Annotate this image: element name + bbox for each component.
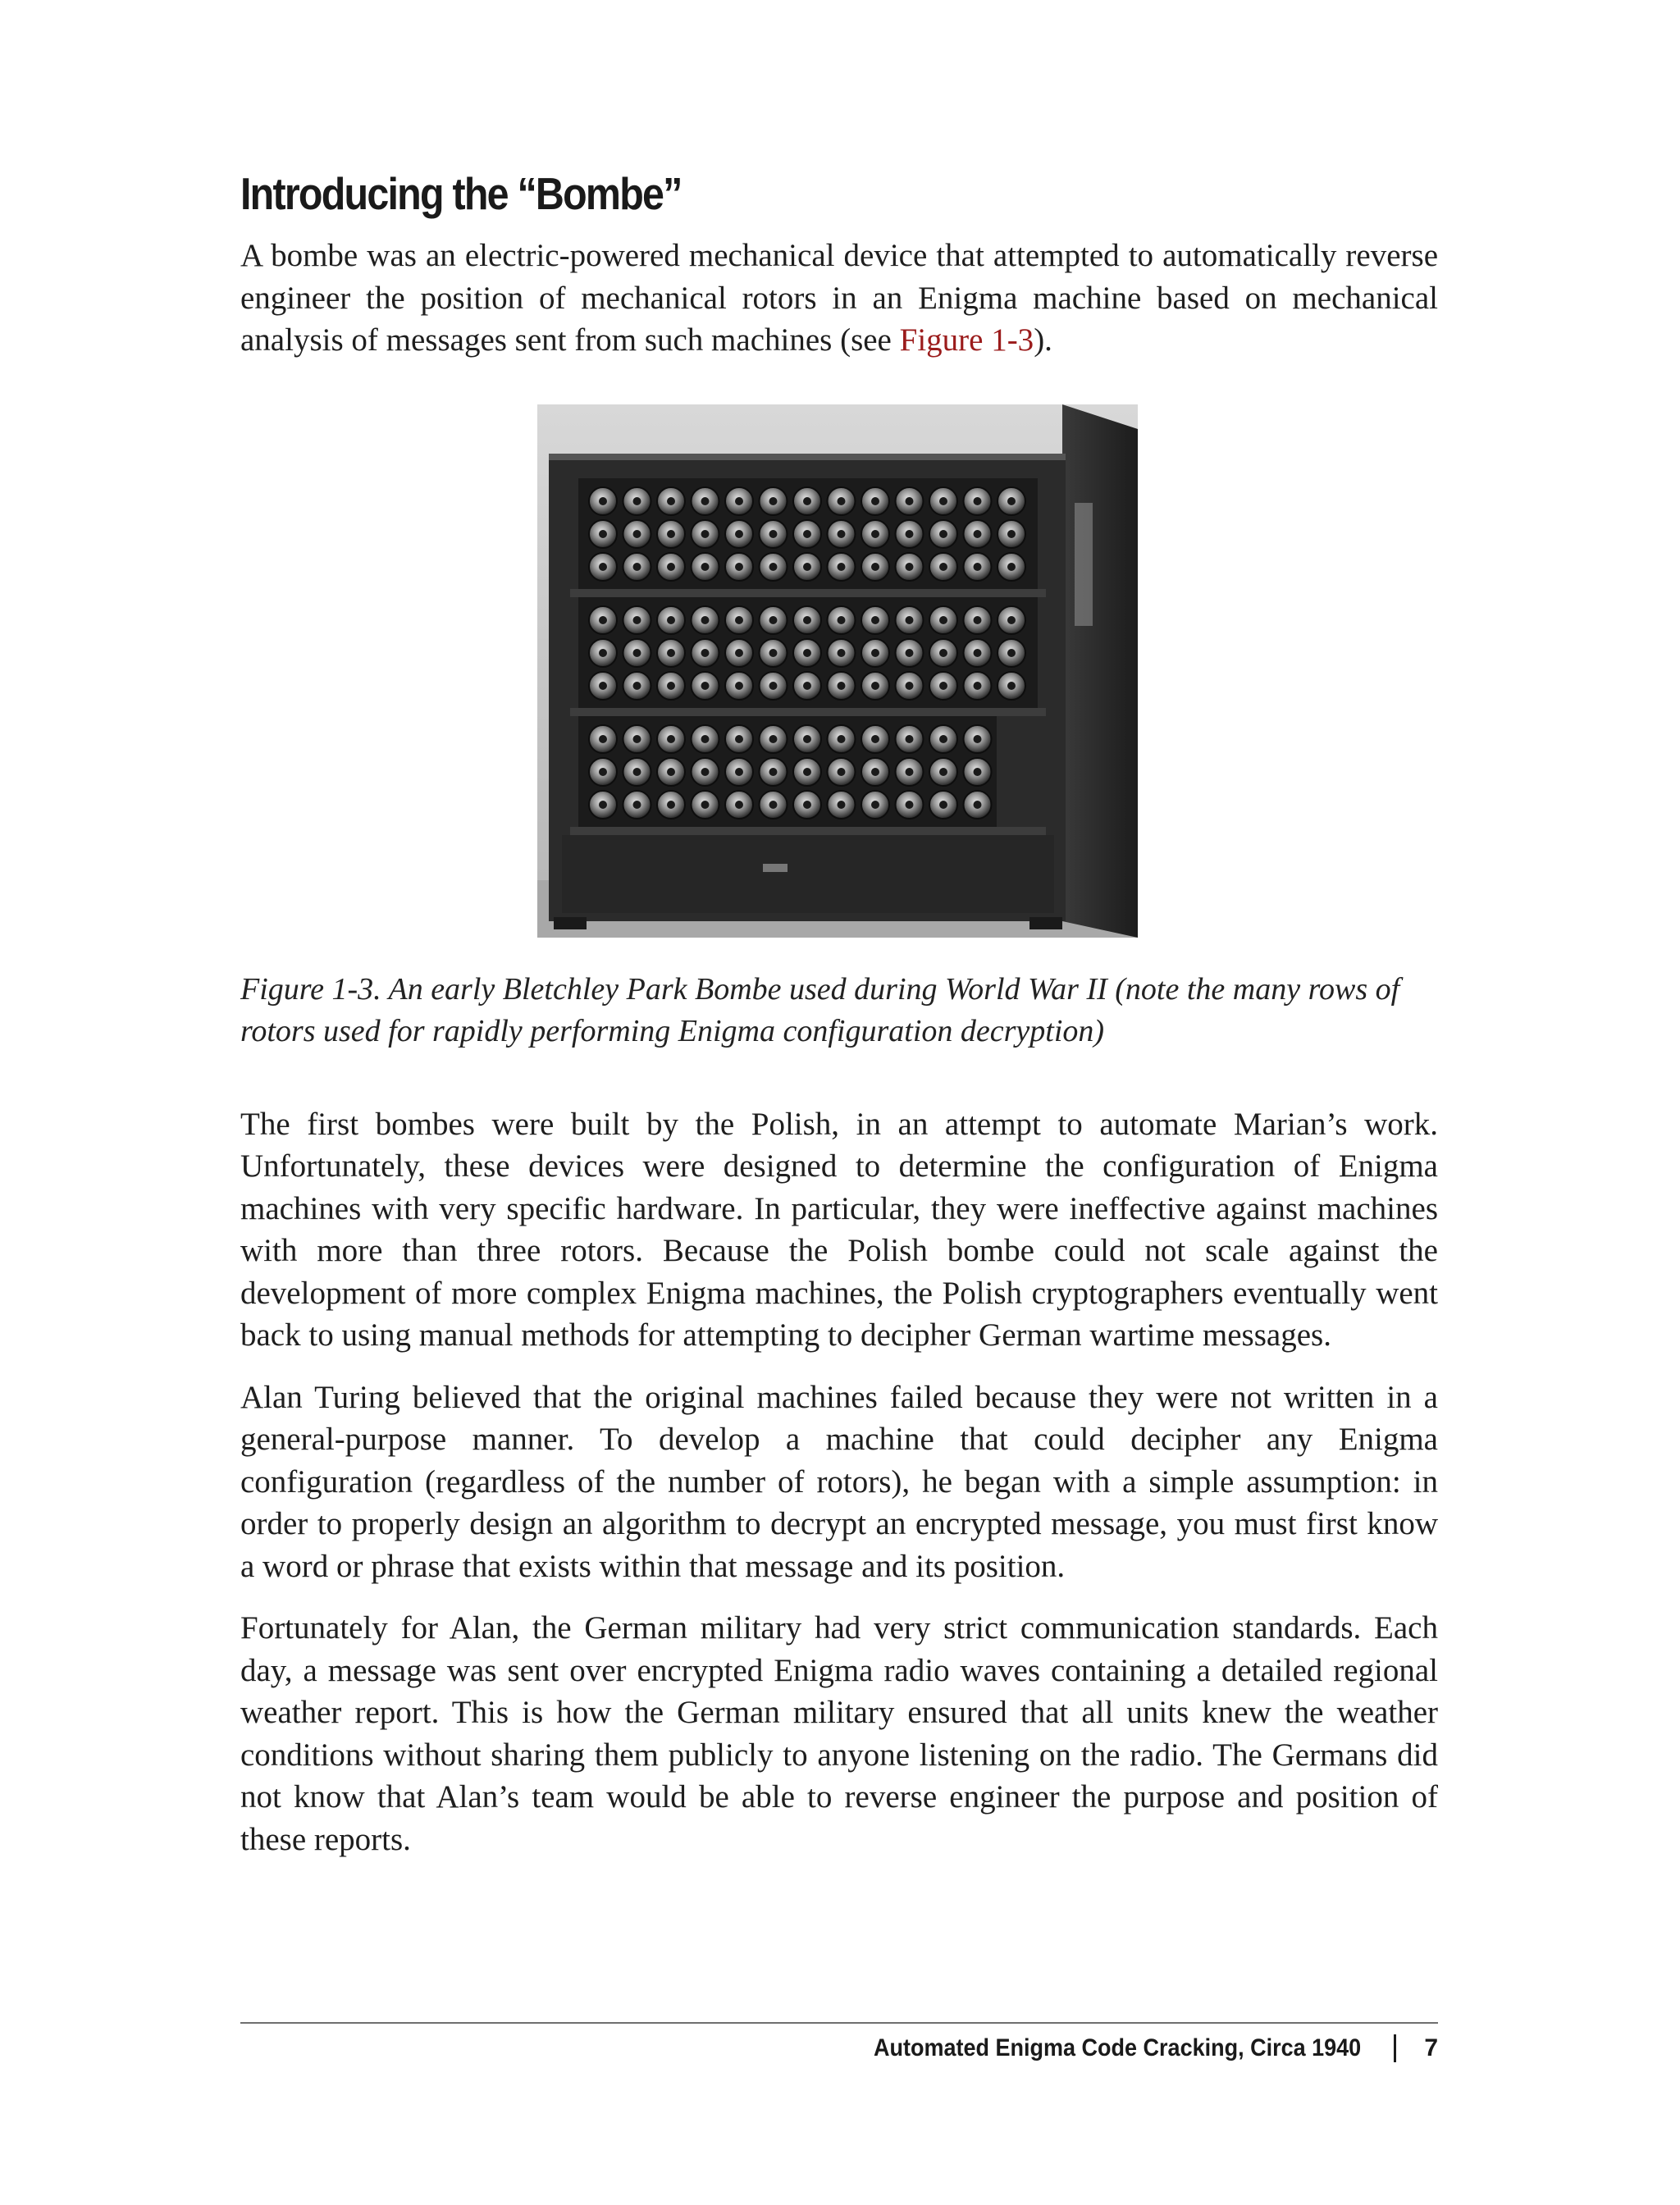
rotor-hub [973, 563, 981, 571]
page-number: 7 [1424, 2034, 1438, 2061]
rotor-hub [667, 530, 675, 538]
rotor-hub [632, 649, 641, 657]
paragraph-3: Fortunately for Alan, the German military had very strict communication standards. Each day, a message was sent over encrypted Enigma radio waves containing a detailed regional weather report. This is how the German military ensured that all units knew the weather conditions without sharing them publicly to anyone listening on the radio. The Germans did not know that Alan’s team would be able to reverse engineer the purpose and position of these reports. [240, 1610, 1438, 1857]
rotor-hub [905, 616, 913, 624]
rotor-hub [735, 530, 743, 538]
rotor-hub [769, 497, 777, 505]
rotor-hub [973, 768, 981, 776]
rotor-hub [871, 649, 879, 657]
rotor-hub [939, 801, 947, 809]
footer-separator [1394, 2034, 1396, 2062]
rotor-hub [905, 649, 913, 657]
rotor-hub [837, 563, 845, 571]
rotor-hub [803, 616, 811, 624]
rotor-hub [735, 682, 743, 690]
rotor-hub [769, 735, 777, 743]
rotor-hub [632, 563, 641, 571]
rotor-hub [871, 497, 879, 505]
rotor-hub [667, 735, 675, 743]
rotor-hub [871, 682, 879, 690]
rotor-hub [735, 801, 743, 809]
rotor-hub [1007, 682, 1016, 690]
intro-text-before-link: A bombe was an electric-powered mechanical device that attempted to automatically reverse engineer the position of mechanical rotors in an Enigma machine based on mechanical analysis of messages sent from such machines (see [240, 238, 1438, 358]
intro-paragraph [240, 235, 1438, 362]
rotor-hub [939, 563, 947, 571]
rotor-hub [905, 735, 913, 743]
rotor-hub [701, 735, 709, 743]
rotor-hub [599, 768, 607, 776]
rotor-hub [939, 735, 947, 743]
rotor-hub [837, 682, 845, 690]
rotor-hub [769, 649, 777, 657]
rotor-hub [701, 497, 709, 505]
rotor-hub [973, 682, 981, 690]
rotor-hub [667, 768, 675, 776]
rotor-hub [905, 530, 913, 538]
rotor-hub [939, 497, 947, 505]
rotor-hub [667, 616, 675, 624]
rotor-hub [667, 682, 675, 690]
rotor-hub [735, 616, 743, 624]
rotor-hub [803, 801, 811, 809]
rotor-hub [599, 563, 607, 571]
rotor-hub [837, 735, 845, 743]
rotor-hub [837, 616, 845, 624]
rotor-hub [632, 735, 641, 743]
rotor-hub [701, 530, 709, 538]
rotor-hub [769, 616, 777, 624]
paragraph-2: Alan Turing believed that the original machines failed because they were not written in a general-purpose manner. To develop a machine that could decipher any Enigma configuration (regardless of the number of rotors), he began with a simple assumption: in order to properly design an algorithm to decrypt an encrypted message, you must first know a word or phrase that exists within that message and its position. [240, 1379, 1438, 1584]
rotor-hub [701, 616, 709, 624]
rotor-hub [769, 682, 777, 690]
rotor-hub [939, 682, 947, 690]
rotor-hub [1007, 616, 1016, 624]
rotor-hub [1007, 530, 1016, 538]
rotor-hub [871, 768, 879, 776]
rotor-hub [701, 682, 709, 690]
footer-chapter-title: Automated Enigma Code Cracking, Circa 1940 [874, 2034, 1362, 2061]
rotor-hub [871, 801, 879, 809]
rotor-hub [803, 768, 811, 776]
rotor-hub [973, 497, 981, 505]
rotor-hub [973, 801, 981, 809]
rotor-hub [905, 801, 913, 809]
figure [240, 404, 1438, 938]
rotor-hub [599, 682, 607, 690]
rotor-hub [905, 768, 913, 776]
rotor-hub [973, 735, 981, 743]
rotor-hub [769, 801, 777, 809]
rotor-hub [735, 649, 743, 657]
section-heading: Introducing the “Bombe” [240, 168, 682, 219]
page-content [240, 168, 1438, 1860]
rotor-hub [803, 497, 811, 505]
rotor-hub [803, 563, 811, 571]
rotor-hub [837, 801, 845, 809]
rotor-hub [871, 563, 879, 571]
rotor-hub [667, 497, 675, 505]
rotor-hub [769, 563, 777, 571]
rotor-hub [905, 682, 913, 690]
rotor-hub [837, 768, 845, 776]
rotor-hub [803, 682, 811, 690]
rotor-hub [769, 530, 777, 538]
rotor-hub [701, 649, 709, 657]
rotor-hub [701, 768, 709, 776]
rotor-hub [939, 649, 947, 657]
bombe-photograph [537, 404, 1138, 938]
rotor-hub [905, 563, 913, 571]
rotor-hub [905, 497, 913, 505]
rotor-hub [803, 735, 811, 743]
rotor-hub [939, 616, 947, 624]
figure-reference-link[interactable]: Figure 1-3 [899, 322, 1034, 358]
rotor-hub [939, 530, 947, 538]
rotor-hub [599, 497, 607, 505]
rotor-hub [735, 563, 743, 571]
rotor-hub [769, 768, 777, 776]
rotor-hub [599, 649, 607, 657]
rotor-hub [871, 735, 879, 743]
rotor-hub [939, 768, 947, 776]
intro-text-after-link: ). [1034, 322, 1052, 358]
rotor-hub [632, 768, 641, 776]
rotor-hub [837, 497, 845, 505]
footer-divider [240, 2022, 1438, 2024]
rotor-hub [803, 530, 811, 538]
rotor-hub [632, 530, 641, 538]
rotor-hub [973, 530, 981, 538]
rotor-hub [632, 801, 641, 809]
rotor-hub [1007, 649, 1016, 657]
rotor-hub [735, 497, 743, 505]
rotor-hub [599, 801, 607, 809]
rotor-hub [871, 530, 879, 538]
rotor-hub [735, 768, 743, 776]
rotor-hub [701, 801, 709, 809]
rotor-hub [667, 801, 675, 809]
rotor-hub [599, 530, 607, 538]
rotor-hub [973, 649, 981, 657]
rotor-hub [632, 682, 641, 690]
rotor-hub [632, 497, 641, 505]
running-footer [819, 2034, 1438, 2062]
rotor-hub [735, 735, 743, 743]
rotor-hub [667, 563, 675, 571]
rotor-hub [1007, 497, 1016, 505]
rotor-hub [667, 649, 675, 657]
rotor-hub [871, 616, 879, 624]
rotor-hub [599, 616, 607, 624]
paragraph-1: The first bombes were built by the Polish, in an attempt to automate Marian’s work. Unfortunately, these devices were designed to determine the configuration of Enigma machines with very specific hardware. In particular, they were ineffective against machines with more than three rotors. Because the Polish bombe could not scale against the development of more complex Enigma machines, the Polish cryptographers eventually went back to using manual methods for attempting to decipher German wartime messages. [240, 1106, 1438, 1354]
rotor-hub [803, 649, 811, 657]
rotor-hub [837, 530, 845, 538]
rotor-hub [632, 616, 641, 624]
figure-caption: Figure 1-3. An early Bletchley Park Bombe used during World War II (note the many rows of rotors used for rapidly performing Enigma configuration decryption) [240, 971, 1400, 1048]
rotor-hub [837, 649, 845, 657]
rotor-hub [599, 735, 607, 743]
rotor-hub [1007, 563, 1016, 571]
rotor-hub [701, 563, 709, 571]
rotor-hub [973, 616, 981, 624]
